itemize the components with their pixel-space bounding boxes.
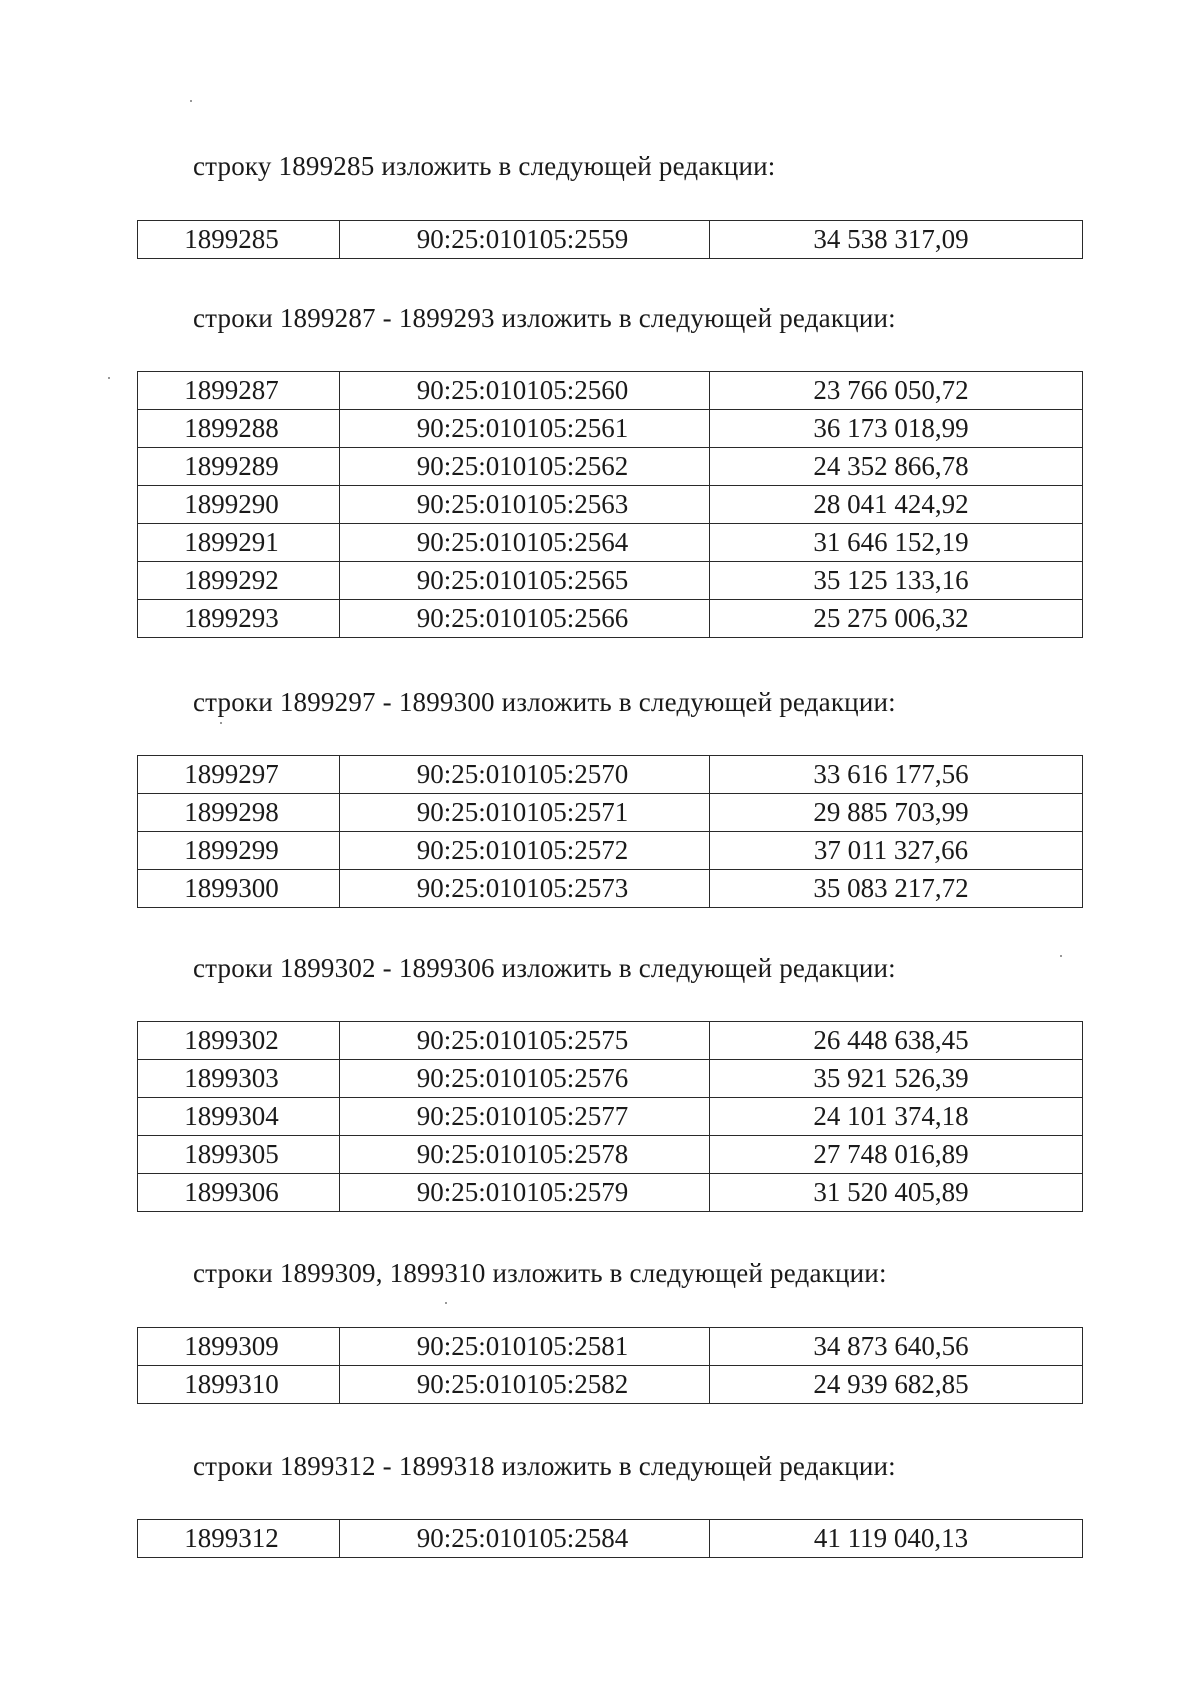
value-cell: 36 173 018,99 <box>710 410 1083 448</box>
row-number-cell: 1899305 <box>138 1136 340 1174</box>
cadastral-number-cell: 90:25:010105:2576 <box>340 1060 710 1098</box>
value-cell: 24 101 374,18 <box>710 1098 1083 1136</box>
cadastral-number-cell: 90:25:010105:2581 <box>340 1328 710 1366</box>
table-row <box>138 1328 1083 1366</box>
scan-speck <box>1060 955 1062 957</box>
section-heading: строки 1899312 - 1899318 изложить в следующей редакции: <box>193 1451 896 1481</box>
value-cell: 29 885 703,99 <box>710 794 1083 832</box>
value-cell: 27 748 016,89 <box>710 1136 1083 1174</box>
table-row <box>138 1520 1083 1558</box>
row-number-cell: 1899290 <box>138 486 340 524</box>
value-cell: 31 646 152,19 <box>710 524 1083 562</box>
table-row <box>138 832 1083 870</box>
row-number-cell: 1899303 <box>138 1060 340 1098</box>
row-number-cell: 1899292 <box>138 562 340 600</box>
scan-speck <box>190 100 192 102</box>
table-row <box>138 562 1083 600</box>
cadastral-number-cell: 90:25:010105:2575 <box>340 1022 710 1060</box>
cadastral-number-cell: 90:25:010105:2577 <box>340 1098 710 1136</box>
cadastral-number-cell: 90:25:010105:2566 <box>340 600 710 638</box>
value-cell: 28 041 424,92 <box>710 486 1083 524</box>
table-row <box>138 372 1083 410</box>
table-row <box>138 410 1083 448</box>
row-number-cell: 1899299 <box>138 832 340 870</box>
value-cell: 37 011 327,66 <box>710 832 1083 870</box>
cadastral-number-cell: 90:25:010105:2564 <box>340 524 710 562</box>
data-table <box>137 220 1083 259</box>
row-number-cell: 1899298 <box>138 794 340 832</box>
table-row <box>138 1060 1083 1098</box>
value-cell: 25 275 006,32 <box>710 600 1083 638</box>
table-row <box>138 870 1083 908</box>
cadastral-number-cell: 90:25:010105:2578 <box>340 1136 710 1174</box>
value-cell: 24 939 682,85 <box>710 1366 1083 1404</box>
table-row <box>138 1136 1083 1174</box>
table-row <box>138 1098 1083 1136</box>
table-row <box>138 756 1083 794</box>
cadastral-number-cell: 90:25:010105:2570 <box>340 756 710 794</box>
table-row <box>138 600 1083 638</box>
row-number-cell: 1899297 <box>138 756 340 794</box>
value-cell: 35 083 217,72 <box>710 870 1083 908</box>
data-table <box>137 371 1083 638</box>
table-row <box>138 448 1083 486</box>
row-number-cell: 1899287 <box>138 372 340 410</box>
table-row <box>138 1174 1083 1212</box>
row-number-cell: 1899300 <box>138 870 340 908</box>
value-cell: 26 448 638,45 <box>710 1022 1083 1060</box>
row-number-cell: 1899312 <box>138 1520 340 1558</box>
value-cell: 35 921 526,39 <box>710 1060 1083 1098</box>
cadastral-number-cell: 90:25:010105:2579 <box>340 1174 710 1212</box>
section-heading: строки 1899297 - 1899300 изложить в следующей редакции: <box>193 687 896 717</box>
table-row <box>138 1366 1083 1404</box>
value-cell: 33 616 177,56 <box>710 756 1083 794</box>
cadastral-number-cell: 90:25:010105:2572 <box>340 832 710 870</box>
cadastral-number-cell: 90:25:010105:2571 <box>340 794 710 832</box>
value-cell: 41 119 040,13 <box>710 1520 1083 1558</box>
row-number-cell: 1899304 <box>138 1098 340 1136</box>
cadastral-number-cell: 90:25:010105:2559 <box>340 221 710 259</box>
cadastral-number-cell: 90:25:010105:2560 <box>340 372 710 410</box>
data-table <box>137 1021 1083 1212</box>
row-number-cell: 1899309 <box>138 1328 340 1366</box>
row-number-cell: 1899288 <box>138 410 340 448</box>
section-heading: строки 1899302 - 1899306 изложить в следующей редакции: <box>193 953 896 983</box>
value-cell: 35 125 133,16 <box>710 562 1083 600</box>
value-cell: 24 352 866,78 <box>710 448 1083 486</box>
row-number-cell: 1899293 <box>138 600 340 638</box>
data-table <box>137 1327 1083 1404</box>
cadastral-number-cell: 90:25:010105:2563 <box>340 486 710 524</box>
row-number-cell: 1899285 <box>138 221 340 259</box>
scan-speck <box>108 377 110 379</box>
scan-speck <box>220 722 222 724</box>
cadastral-number-cell: 90:25:010105:2584 <box>340 1520 710 1558</box>
table-row <box>138 221 1083 259</box>
cadastral-number-cell: 90:25:010105:2573 <box>340 870 710 908</box>
section-heading: строки 1899287 - 1899293 изложить в следующей редакции: <box>193 303 896 333</box>
table-row <box>138 524 1083 562</box>
row-number-cell: 1899289 <box>138 448 340 486</box>
section-heading: строку 1899285 изложить в следующей редакции: <box>193 151 776 181</box>
table-row <box>138 794 1083 832</box>
table-row <box>138 486 1083 524</box>
data-table <box>137 755 1083 908</box>
row-number-cell: 1899310 <box>138 1366 340 1404</box>
value-cell: 23 766 050,72 <box>710 372 1083 410</box>
row-number-cell: 1899302 <box>138 1022 340 1060</box>
value-cell: 34 538 317,09 <box>710 221 1083 259</box>
scan-speck <box>445 1302 447 1304</box>
cadastral-number-cell: 90:25:010105:2561 <box>340 410 710 448</box>
value-cell: 31 520 405,89 <box>710 1174 1083 1212</box>
cadastral-number-cell: 90:25:010105:2562 <box>340 448 710 486</box>
cadastral-number-cell: 90:25:010105:2565 <box>340 562 710 600</box>
value-cell: 34 873 640,56 <box>710 1328 1083 1366</box>
row-number-cell: 1899291 <box>138 524 340 562</box>
cadastral-number-cell: 90:25:010105:2582 <box>340 1366 710 1404</box>
row-number-cell: 1899306 <box>138 1174 340 1212</box>
data-table <box>137 1519 1083 1558</box>
section-heading: строки 1899309, 1899310 изложить в следующей редакции: <box>193 1258 887 1288</box>
table-row <box>138 1022 1083 1060</box>
